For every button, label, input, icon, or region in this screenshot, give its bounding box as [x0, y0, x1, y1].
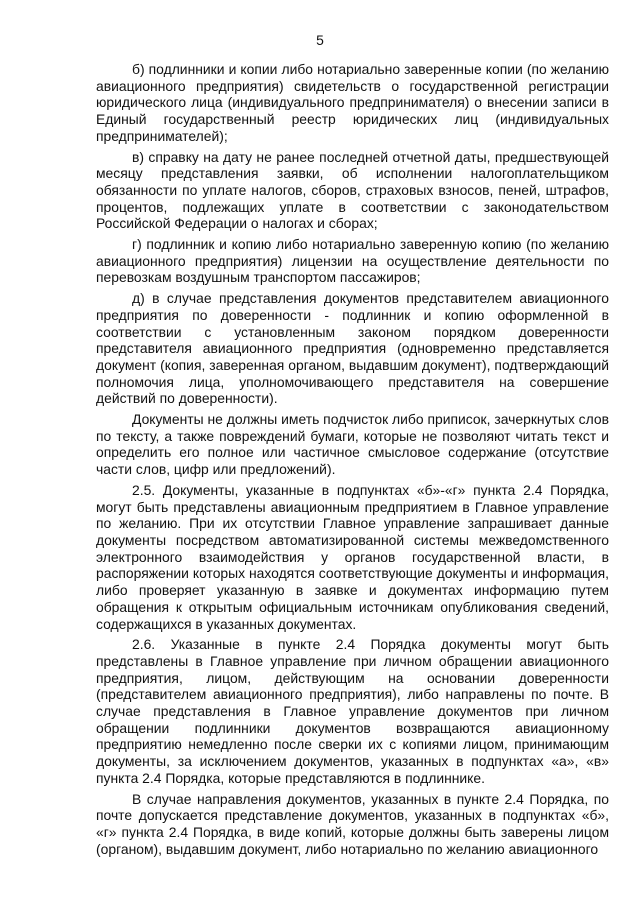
paragraph-clause-2-6: 2.6. Указанные в пункте 2.4 Порядка документы могут быть представлены в Главное управление при личном обращении авиационного предприятия, лицом, действующим на основании доверенности (представителем авиационного предприятия), либо направлены по почте. В случае представления в Главное управление документов при личном обращении подлинники документов возвращаются авиационному предприятию немедленно после сверки их с копиями лицом, принимающим документы, за исключением документов, указанных в подпунктах «а», «в» пункта 2.4 Порядка, которые представляются в подлиннике. — [96, 636, 609, 786]
paragraph-clause-2-5: 2.5. Документы, указанные в подпунктах «б»-«г» пункта 2.4 Порядка, могут быть представлены авиационным предприятием в Главное управление по желанию. При их отсутствии Главное управление запрашивает данные документы посредством автоматизированной системы межведомственного электронного взаимодействия у органов государственной власти, в распоряжении которых находятся соответствующие документы и информация, либо проверяет указанную в заявке и документах информацию путем обращения к открытым официальным источникам опубликования сведений, содержащихся в указанных документах. — [96, 481, 609, 632]
paragraph-subitem-d: д) в случае представления документов представителем авиационного предприятия по доверенности - подлинник и копию оформленной в соответствии с установленным законом порядком доверенности представителя авиационного предприятия (одновременно представляется документ (копия, заверенная органом, выдавшим документ), подтверждающий полномочия лица, уполномочивающего представителя на совершение действий по доверенности). — [96, 290, 609, 407]
paragraph-mail-submission: В случае направления документов, указанных в пункте 2.4 Порядка, по почте допускается представление документов, указанных в подпунктах «б», «г» пункта 2.4 Порядка, в виде копий, которые должны быть заверены лицом (органом), выдавшим документ, либо нотариально по желанию авиационного — [96, 790, 609, 857]
paragraph-subitem-v: в) справку на дату не ранее последней отчетной даты, предшествующей месяцу представления заявки, об исполнении налогоплательщиком обязанности по уплате налогов, сборов, страховых взносов, пеней, штрафов, процентов, подлежащих уплате в соответствии с законодательством Российской Федерации о налогах и сборах; — [96, 148, 609, 232]
paragraph-document-requirements: Документы не должны иметь подчисток либо приписок, зачеркнутых слов по тексту, а также повреждений бумаги, которые не позволяют читать текст и определить его полное или частичное смысловое содержание (отсутствие части слов, цифр или предложений). — [96, 411, 609, 478]
paragraph-subitem-b: б) подлинники и копии либо нотариально заверенные копии (по желанию авиационного предприятия) свидетельств о государственной регистрации юридического лица (индивидуального предпринимателя) о внесении записи в Единый государственный реестр юридических лиц (индивидуальных предпринимателей); — [96, 61, 609, 144]
paragraph-subitem-g: г) подлинник и копию либо нотариально заверенную копию (по желанию авиационного предприятия) лицензии на осуществление деятельности по перевозкам воздушным транспортом пассажиров; — [96, 236, 609, 286]
document-body — [96, 61, 609, 859]
page-number: 5 — [316, 32, 324, 48]
